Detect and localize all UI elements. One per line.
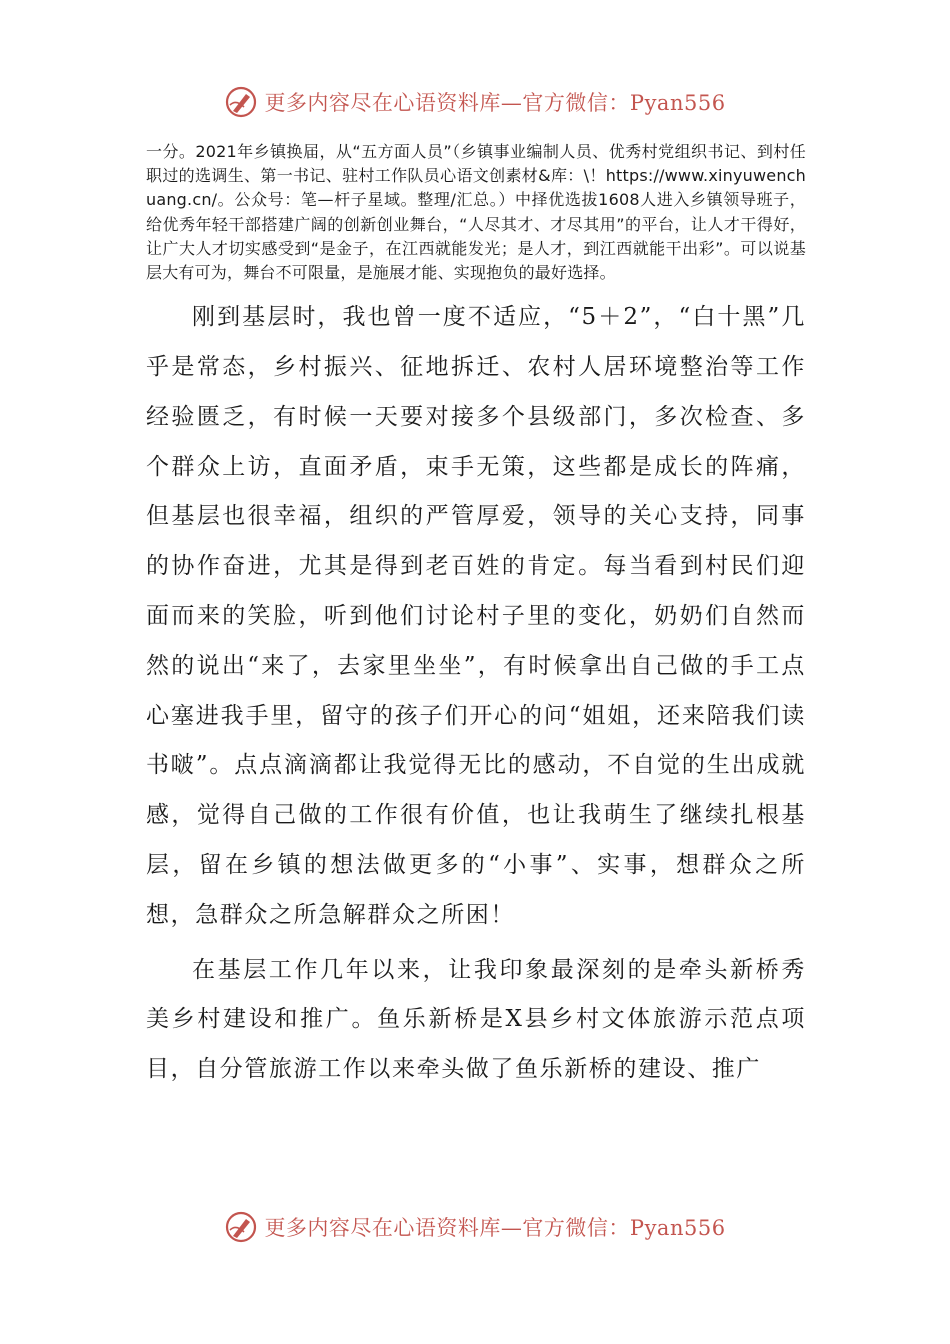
watermark-text: 更多内容尽在心语资料库—官方微信：Pyan556 (264, 91, 726, 115)
paragraph-xinqiao-project: 在基层工作几年以来，让我印象最深刻的是牵头新桥秀美乡村建设和推广。鱼乐新桥是X县乡村文体旅游示范点项目，自分管旅游工作以来牵头做了鱼乐新桥的建设、推广 (146, 956, 806, 1083)
document-body (146, 140, 806, 1095)
pen-circle-logo-icon (224, 1210, 258, 1244)
pen-circle-logo-icon (224, 85, 258, 119)
footer-watermark (0, 1207, 950, 1247)
paragraph-grassroots-experience: 刚到基层时，我也曾一度不适应，“5＋2”，“白十黑”几乎是常态，乡村振兴、征地拆迁、农村人居环境整治等工作经验匮乏，有时候一天要对接多个县级部门，多次检查、多个群众上访，直面矛盾，束手无策，这些都是成长的阵痛，但基层也很幸福，组织的严管厚爱，领导的关心支持，同事的协作奋进，尤其是得到老百姓的肯定。每当看到村民们迎面而来的笑脸，听到他们讨论村子里的变化，奶奶们自然而然的说出“来了，去家里坐坐”，有时候拿出自己做的手工点心塞进我手里，留守的孩子们开心的问“姐姐，还来陪我们读书啵”。点点滴滴都让我觉得无比的感动，不自觉的生出成就感，觉得自己做的工作很有价值，也让我萌生了继续扎根基层，留在乡镇的想法做更多的“小事”、实事，想群众之所想，急群众之所急解群众之所困！ (146, 304, 806, 928)
watermark-text: 更多内容尽在心语资料库—官方微信：Pyan556 (264, 1216, 726, 1240)
header-watermark (0, 82, 950, 122)
paragraph-continued: 一分。2021年乡镇换届，从“五方面人员”（乡镇事业编制人员、优秀村党组织书记、到村任职过的选调生、第一书记、驻村工作队员心语文创素材&库：\！https://www.xinyuwenchuang.cn/。公众号：笔—杆子星域。整理/汇总。）中择优选拔1608人进入乡镇领导班子，给优秀年轻干部搭建广阔的创新创业舞台，“人尽其才、才尽其用”的平台，让人才干得好，让广大人才切实感受到“是金子，在江西就能发光；是人才，到江西就能干出彩”。可以说基层大有可为，舞台不可限量，是施展才能、实现抱负的最好选择。 (146, 142, 806, 283)
